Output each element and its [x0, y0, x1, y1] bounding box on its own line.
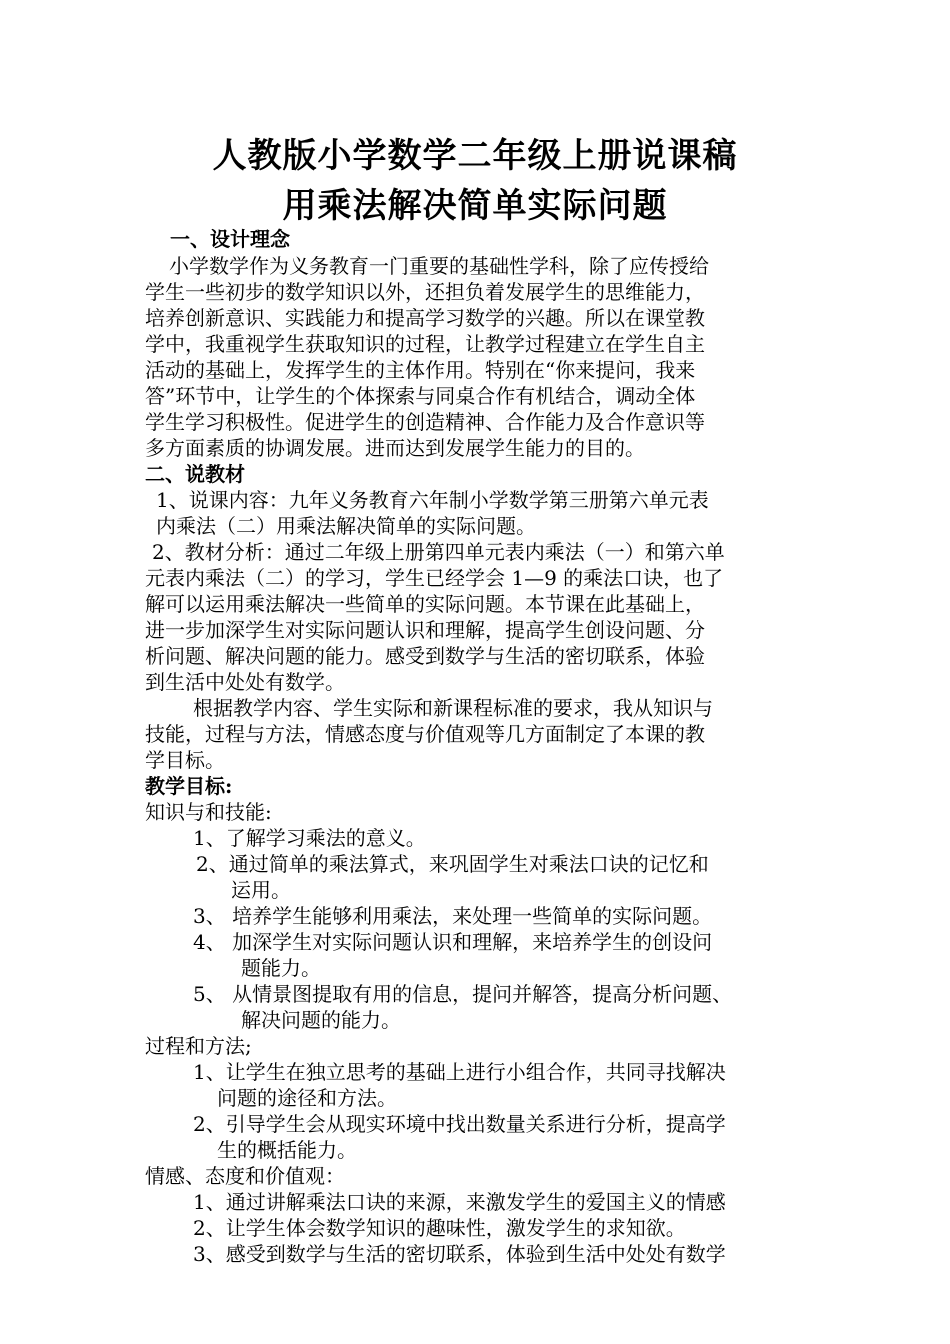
paragraph-line: 2、教材分析：通过二年级上册第四单元表内乘法（一）和第六单 [152, 540, 725, 564]
goal-item: 2、让学生体会数学知识的趣味性，激发学生的求知欲。 [193, 1216, 686, 1240]
paragraph-line: 活动的基础上，发挥学生的主体作用。特别在“你来提问，我来 [145, 358, 696, 382]
goal-item: 2、引导学生会从现实环境中找出数量关系进行分析，提高学 [193, 1112, 726, 1136]
document-subtitle: 用乘法解决简单实际问题 [282, 186, 668, 226]
goal-item: 1、了解学习乘法的意义。 [193, 826, 426, 850]
paragraph-line: 多方面素质的协调发展。进而达到发展学生能力的目的。 [145, 436, 645, 460]
goal-item: 1、让学生在独立思考的基础上进行小组合作，共同寻找解决 [193, 1060, 726, 1084]
goals-process-label: 过程和方法; [145, 1034, 252, 1058]
goal-item: 问题的途径和方法。 [217, 1086, 397, 1110]
paragraph-line: 根据教学内容、学生实际和新课程标准的要求，我从知识与 [193, 696, 713, 720]
goal-item: 5、 从情景图提取有用的信息，提问并解答，提高分析问题、 [193, 982, 733, 1006]
goal-item: 运用。 [231, 878, 291, 902]
goals-emotion-label: 情感、态度和价值观： [145, 1164, 345, 1188]
paragraph-line: 学目标。 [145, 748, 225, 772]
paragraph-line: 技能，过程与方法，情感态度与价值观等几方面制定了本课的教 [145, 722, 705, 746]
paragraph-line: 培养创新意识、实践能力和提高学习数学的兴趣。所以在课堂教 [145, 306, 705, 330]
paragraph-line: 1、说课内容：九年义务教育六年制小学数学第三册第六单元表 [156, 488, 709, 512]
paragraph-line: 学生学习积极性。促进学生的创造精神、合作能力及合作意识等 [145, 410, 705, 434]
goal-item: 4、 加深学生对实际问题认识和理解，来培养学生的创设问 [193, 930, 713, 954]
paragraph-line: 析问题、解决问题的能力。感受到数学与生活的密切联系，体验 [145, 644, 705, 668]
paragraph-line: 进一步加深学生对实际问题认识和理解，提高学生创设问题、分 [145, 618, 705, 642]
section-heading-design-concept: 一、设计理念 [170, 227, 290, 251]
paragraph-line: 内乘法（二）用乘法解决简单的实际问题。 [156, 514, 536, 538]
goal-item: 3、 培养学生能够利用乘法，来处理一些简单的实际问题。 [193, 904, 713, 928]
goals-heading: 教学目标: [145, 774, 233, 798]
paragraph-line: 学中，我重视学生获取知识的过程，让教学过程建立在学生自主 [145, 332, 705, 356]
paragraph-line: 解可以运用乘法解决一些简单的实际问题。本节课在此基础上， [145, 592, 705, 616]
goals-knowledge-label: 知识与和技能: [145, 800, 272, 824]
goal-item: 2、通过简单的乘法算式，来巩固学生对乘法口诀的记忆和 [196, 852, 709, 876]
document-title: 人教版小学数学二年级上册说课稿 [212, 136, 738, 176]
paragraph-line: 到生活中处处有数学。 [145, 670, 345, 694]
section-heading-textbook: 二、说教材 [145, 462, 245, 486]
paragraph-line: 小学数学作为义务教育一门重要的基础性学科，除了应传授给 [169, 254, 709, 278]
paragraph-line: 答”环节中，让学生的个体探索与同桌合作有机结合，调动全体 [145, 384, 696, 408]
goal-item: 生的概括能力。 [217, 1138, 357, 1162]
paragraph-line: 学生一些初步的数学知识以外，还担负着发展学生的思维能力， [145, 280, 705, 304]
goal-item: 题能力。 [241, 956, 321, 980]
goal-item: 解决问题的能力。 [241, 1008, 401, 1032]
goal-item: 1、通过讲解乘法口诀的来源，来激发学生的爱国主义的情感 [193, 1190, 726, 1214]
goal-item: 3、感受到数学与生活的密切联系，体验到生活中处处有数学 [193, 1242, 726, 1266]
paragraph-line: 元表内乘法（二）的学习，学生已经学会 1—9 的乘法口诀，也了 [145, 566, 724, 590]
